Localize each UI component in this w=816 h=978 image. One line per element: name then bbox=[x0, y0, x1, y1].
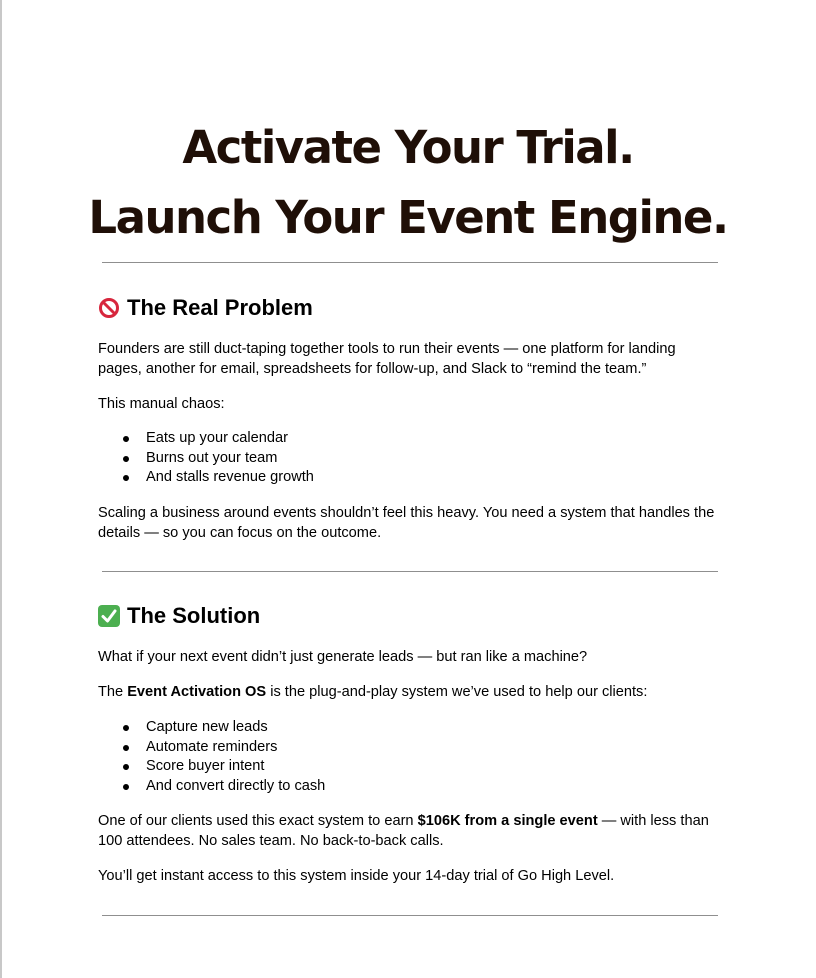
result-prefix: One of our clients used this exact system to earn bbox=[98, 813, 418, 829]
problem-heading bbox=[98, 295, 313, 321]
check-mark-button-icon bbox=[98, 605, 120, 627]
list-item: Burns out your team bbox=[120, 449, 314, 469]
solution-bullet-list bbox=[120, 718, 325, 797]
list-item: Automate reminders bbox=[120, 738, 325, 758]
problem-bullet-list bbox=[120, 429, 314, 488]
list-item: And convert directly to cash bbox=[120, 777, 325, 797]
divider-1 bbox=[102, 262, 718, 263]
os-name: Event Activation OS bbox=[127, 684, 267, 700]
solution-heading bbox=[98, 603, 260, 629]
list-item: And stalls revenue growth bbox=[120, 468, 314, 488]
result-highlight: $106K from a single event bbox=[417, 813, 598, 829]
list-item: Score buyer intent bbox=[120, 757, 325, 777]
problem-chaos-label: This manual chaos: bbox=[98, 396, 225, 412]
solution-heading-text: The Solution bbox=[127, 603, 261, 628]
prohibited-icon bbox=[98, 297, 120, 319]
os-intro-prefix: The bbox=[98, 684, 128, 700]
problem-heading-text: The Real Problem bbox=[127, 295, 313, 320]
problem-closing: Scaling a business around events shouldn’t feel this heavy. You need a system that handles the details — so you can focus on the outcome. bbox=[98, 505, 715, 541]
divider-3 bbox=[102, 915, 718, 916]
list-item: Capture new leads bbox=[120, 718, 325, 738]
title-line-1: Activate Your Trial. bbox=[182, 121, 634, 174]
page-left-border bbox=[0, 0, 2, 978]
solution-question: What if your next event didn’t just generate leads — but ran like a machine? bbox=[98, 649, 588, 665]
list-item: Eats up your calendar bbox=[120, 429, 314, 449]
os-intro-suffix: is the plug-and-play system we’ve used to help our clients: bbox=[266, 684, 648, 700]
solution-access: You’ll get instant access to this system inside your 14-day trial of Go High Level. bbox=[98, 868, 615, 884]
page-title bbox=[0, 0, 816, 253]
result-suffix: — with less than 100 attendees. No sales team. No back-to-back calls. bbox=[98, 813, 709, 849]
divider-2 bbox=[102, 571, 718, 572]
solution-os-intro bbox=[98, 683, 723, 703]
problem-intro: Founders are still duct-taping together tools to run their events — one platform for landing pages, another for email, spreadsheets for follow-up, and Slack to “remind the team.” bbox=[98, 341, 676, 377]
solution-result bbox=[98, 812, 723, 851]
title-line-2: Launch Your Event Engine. bbox=[88, 191, 728, 244]
